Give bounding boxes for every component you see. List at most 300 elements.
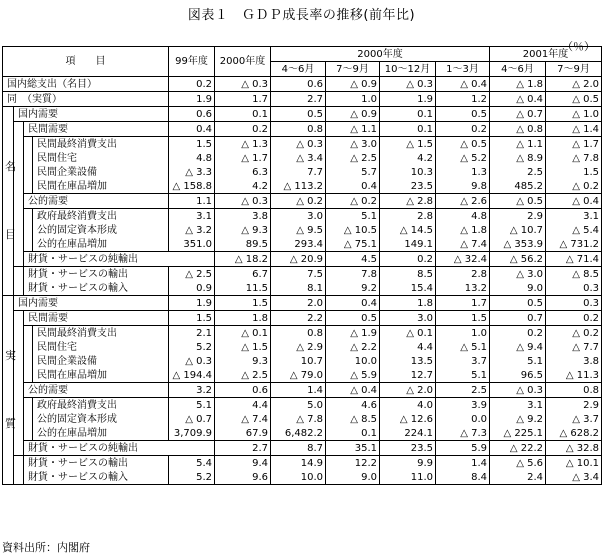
indent-spacer — [14, 122, 24, 267]
value-cell: 6.3 — [215, 165, 271, 179]
value-cell: 12.7 — [380, 368, 436, 383]
row-label: 民間住宅 — [33, 151, 169, 165]
value-cell: 5.2 — [169, 470, 215, 485]
value-cell: 0.2 — [169, 77, 215, 92]
value-cell: △ 0.9 — [326, 107, 380, 122]
value-cell: 4.2 — [380, 151, 436, 165]
value-cell: 5.4 — [169, 456, 215, 471]
header-quarter: 4～6月 — [490, 62, 546, 77]
value-cell: △ 0.2 — [326, 194, 380, 209]
table-row — [3, 470, 602, 485]
value-cell: 2.0 — [271, 296, 326, 311]
value-cell: △ 5.4 — [546, 223, 602, 237]
value-cell: △ 0.3 — [169, 354, 215, 368]
table-row — [3, 194, 602, 209]
table-row — [3, 354, 602, 368]
value-cell: 0.6 — [271, 77, 326, 92]
value-cell: △ 2.9 — [271, 340, 326, 354]
value-cell: 1.9 — [380, 92, 436, 107]
header-quarter: 1～3月 — [436, 62, 490, 77]
value-cell: 3.7 — [436, 354, 490, 368]
value-cell: △ 1.1 — [326, 122, 380, 137]
value-cell: △ 12.6 — [380, 412, 436, 426]
value-cell: △ 1.1 — [490, 137, 546, 152]
value-cell: 1.2 — [436, 92, 490, 107]
value-cell: 4.4 — [380, 340, 436, 354]
value-cell: 1.5 — [169, 311, 215, 326]
value-cell: △ 3.2 — [169, 223, 215, 237]
value-cell: △ 0.1 — [215, 326, 271, 341]
value-cell: 15.4 — [380, 281, 436, 296]
value-cell: 6,482.2 — [271, 426, 326, 441]
value-cell: 0.2 — [490, 326, 546, 341]
value-cell: 0.4 — [326, 296, 380, 311]
value-cell: △ 0.2 — [546, 179, 602, 194]
value-cell: △ 8.5 — [326, 412, 380, 426]
value-cell: 0.4 — [326, 179, 380, 194]
header-quarter: 7～9月 — [546, 62, 602, 77]
indent-spacer — [24, 209, 33, 252]
header-fy2000-quarters: 2000年度 — [271, 47, 490, 62]
value-cell: △ 32.8 — [546, 441, 602, 456]
row-label: 財貨・サービスの純輸出 — [24, 441, 215, 456]
value-cell: △ 3.7 — [546, 412, 602, 426]
indent-spacer — [24, 398, 33, 441]
value-cell: △ 0.5 — [490, 194, 546, 209]
value-cell: △ 1.9 — [326, 326, 380, 341]
header-quarter: 7～9月 — [326, 62, 380, 77]
value-cell: 9.9 — [380, 456, 436, 471]
value-cell: △ 0.4 — [490, 92, 546, 107]
value-cell: 0.3 — [546, 296, 602, 311]
indent-spacer — [24, 326, 33, 383]
table-row — [3, 223, 602, 237]
table-row — [3, 311, 602, 326]
value-cell: 23.5 — [380, 441, 436, 456]
side-label-char: 目 — [5, 228, 16, 241]
row-label: 財貨・サービスの輸入 — [24, 470, 169, 485]
row-label: 財貨・サービスの輸出 — [24, 456, 169, 471]
value-cell: △ 8.5 — [546, 267, 602, 282]
value-cell: △ 731.2 — [546, 237, 602, 252]
value-cell: △ 0.9 — [326, 77, 380, 92]
table-row — [3, 398, 602, 413]
value-cell: 0.8 — [546, 383, 602, 398]
value-cell: △ 1.5 — [215, 340, 271, 354]
value-cell: 9.8 — [436, 179, 490, 194]
indent-spacer — [24, 137, 33, 194]
table-row — [3, 456, 602, 471]
value-cell: 3.1 — [490, 398, 546, 413]
value-cell: △ 56.2 — [490, 252, 546, 267]
value-cell: △ 0.3 — [380, 77, 436, 92]
value-cell: 67.9 — [215, 426, 271, 441]
value-cell: △ 0.5 — [436, 137, 490, 152]
value-cell: 14.9 — [271, 456, 326, 471]
value-cell: △ 3.0 — [326, 137, 380, 152]
value-cell: 9.4 — [215, 456, 271, 471]
value-cell: 0.5 — [326, 311, 380, 326]
gdp-growth-table — [2, 46, 602, 485]
value-cell: △ 5.1 — [436, 340, 490, 354]
value-cell: 4.2 — [215, 179, 271, 194]
value-cell: 7.5 — [271, 267, 326, 282]
indent-spacer — [14, 456, 24, 485]
value-cell: △ 194.4 — [169, 368, 215, 383]
row-label: 公的在庫品増加 — [33, 426, 169, 441]
value-cell: △ 158.8 — [169, 179, 215, 194]
value-cell: △ 0.2 — [271, 194, 326, 209]
value-cell: 10.0 — [271, 470, 326, 485]
value-cell: 1.4 — [271, 383, 326, 398]
table-row — [3, 441, 602, 456]
value-cell: 4.4 — [215, 398, 271, 413]
value-cell: △ 1.8 — [436, 223, 490, 237]
header-fy2001-quarters: 2001年度 — [490, 47, 602, 62]
table-row — [3, 368, 602, 383]
value-cell: 11.5 — [215, 281, 271, 296]
value-cell: 10.0 — [326, 354, 380, 368]
value-cell: △ 9.4 — [490, 340, 546, 354]
value-cell: 0.5 — [271, 107, 326, 122]
side-label-real — [3, 296, 14, 485]
indent-spacer — [14, 311, 24, 456]
value-cell: 1.7 — [215, 92, 271, 107]
value-cell: 9.2 — [326, 281, 380, 296]
value-cell: △ 1.7 — [546, 137, 602, 152]
value-cell: △ 9.2 — [490, 412, 546, 426]
value-cell: 1.8 — [380, 296, 436, 311]
value-cell: 0.5 — [490, 296, 546, 311]
table-row — [3, 326, 602, 341]
value-cell: △ 2.8 — [380, 194, 436, 209]
value-cell: 1.7 — [436, 296, 490, 311]
value-cell: △ 0.7 — [169, 412, 215, 426]
value-cell: △ 7.7 — [546, 340, 602, 354]
value-cell: 5.7 — [326, 165, 380, 179]
value-cell: △ 10.7 — [490, 223, 546, 237]
value-cell: 4.8 — [436, 209, 490, 224]
value-cell: 2.5 — [436, 383, 490, 398]
row-label: 財貨・サービスの輸出 — [24, 267, 169, 282]
value-cell: 0.1 — [215, 107, 271, 122]
value-cell: 0.4 — [169, 122, 215, 137]
value-cell: 2.9 — [546, 398, 602, 413]
value-cell: 2.1 — [169, 326, 215, 341]
value-cell: 8.5 — [380, 267, 436, 282]
table-row — [3, 107, 602, 122]
value-cell: △ 0.4 — [436, 77, 490, 92]
value-cell: 1.0 — [436, 326, 490, 341]
table-row — [3, 151, 602, 165]
value-cell: 3.2 — [169, 383, 215, 398]
row-label: 国内需要 — [14, 107, 169, 122]
value-cell: 8.7 — [271, 441, 326, 456]
value-cell: 2.7 — [271, 92, 326, 107]
table-row — [3, 92, 602, 107]
value-cell: 2.2 — [271, 311, 326, 326]
value-cell: △ 22.2 — [490, 441, 546, 456]
unit-label: （％） — [562, 40, 595, 53]
table-body — [3, 77, 602, 485]
value-cell: 3.9 — [436, 398, 490, 413]
row-label: 同 （実質） — [3, 92, 169, 107]
side-label-char: 名 — [5, 160, 16, 173]
row-label: 民間需要 — [24, 311, 169, 326]
value-cell: 7.8 — [326, 267, 380, 282]
value-cell: 0.3 — [546, 281, 602, 296]
value-cell: 0.5 — [436, 107, 490, 122]
value-cell: △ 3.4 — [271, 151, 326, 165]
value-cell: 1.1 — [169, 194, 215, 209]
value-cell: 293.4 — [271, 237, 326, 252]
value-cell: 0.2 — [380, 252, 436, 267]
value-cell: △ 1.0 — [546, 107, 602, 122]
value-cell: △ 0.4 — [546, 194, 602, 209]
value-cell: 1.5 — [169, 137, 215, 152]
side-label-char: 質 — [5, 417, 16, 430]
value-cell: 5.1 — [436, 368, 490, 383]
row-label: 公的固定資本形成 — [33, 412, 169, 426]
value-cell: 0.8 — [271, 326, 326, 341]
value-cell: 1.0 — [326, 92, 380, 107]
row-label: 国内総支出（名目） — [3, 77, 169, 92]
value-cell: △ 0.1 — [380, 326, 436, 341]
value-cell: △ 0.7 — [490, 107, 546, 122]
value-cell: 149.1 — [380, 237, 436, 252]
value-cell: △ 10.5 — [326, 223, 380, 237]
value-cell: 1.5 — [436, 311, 490, 326]
value-cell: 0.6 — [169, 107, 215, 122]
table-row — [3, 340, 602, 354]
row-label: 財貨・サービスの輸入 — [24, 281, 169, 296]
header-fy99: 99年度 — [169, 47, 215, 77]
value-cell: 96.5 — [490, 368, 546, 383]
header-quarter: 10～12月 — [380, 62, 436, 77]
table-row — [3, 209, 602, 224]
row-label: 民間企業設備 — [33, 165, 169, 179]
value-cell: △ 2.5 — [326, 151, 380, 165]
value-cell: 2.7 — [215, 441, 271, 456]
value-cell: 4.5 — [326, 252, 380, 267]
value-cell: 0.2 — [436, 122, 490, 137]
value-cell: 8.4 — [436, 470, 490, 485]
value-cell: 5.1 — [169, 398, 215, 413]
table-row — [3, 267, 602, 282]
value-cell: △ 353.9 — [490, 237, 546, 252]
value-cell: △ 8.9 — [490, 151, 546, 165]
value-cell: 1.8 — [215, 311, 271, 326]
header-item: 項 目 — [3, 47, 169, 77]
value-cell: 224.1 — [380, 426, 436, 441]
value-cell: △ 0.3 — [215, 77, 271, 92]
value-cell: △ 7.4 — [436, 237, 490, 252]
value-cell: 2.8 — [436, 267, 490, 282]
value-cell: △ 2.5 — [215, 368, 271, 383]
value-cell: △ 0.5 — [546, 92, 602, 107]
value-cell: 0.9 — [169, 281, 215, 296]
value-cell: 0.8 — [271, 122, 326, 137]
value-cell: 0.2 — [215, 122, 271, 137]
row-label: 公的需要 — [24, 383, 169, 398]
value-cell: 7.7 — [271, 165, 326, 179]
header-fy2000: 2000年度 — [215, 47, 271, 77]
value-cell: △ 5.9 — [326, 368, 380, 383]
value-cell: △ 1.4 — [546, 122, 602, 137]
row-label: 民間最終消費支出 — [33, 137, 169, 152]
row-label: 民間住宅 — [33, 340, 169, 354]
figure-title: 図表１ ＧＤＰ成長率の推移(前年比) — [187, 8, 416, 23]
value-cell: 13.2 — [436, 281, 490, 296]
value-cell: △ 79.0 — [271, 368, 326, 383]
value-cell: △ 2.0 — [546, 77, 602, 92]
row-label: 民間在庫品増加 — [33, 368, 169, 383]
value-cell: △ 7.8 — [271, 412, 326, 426]
value-cell: 3.8 — [215, 209, 271, 224]
value-cell: △ 10.1 — [546, 456, 602, 471]
value-cell: △ 0.3 — [490, 383, 546, 398]
row-label: 国内需要 — [14, 296, 169, 311]
table-row — [3, 122, 602, 137]
table-row — [3, 179, 602, 194]
value-cell: △ 113.2 — [271, 179, 326, 194]
value-cell: 4.8 — [169, 151, 215, 165]
table-row — [3, 165, 602, 179]
value-cell: △ 18.2 — [215, 252, 271, 267]
value-cell: 5.1 — [490, 354, 546, 368]
value-cell: △ 7.3 — [436, 426, 490, 441]
value-cell: △ 628.2 — [546, 426, 602, 441]
value-cell: 3,709.9 — [169, 426, 215, 441]
value-cell: 23.5 — [380, 179, 436, 194]
value-cell: △ 5.6 — [490, 456, 546, 471]
value-cell: 1.5 — [215, 296, 271, 311]
value-cell: △ 1.8 — [490, 77, 546, 92]
value-cell: 2.9 — [490, 209, 546, 224]
value-cell: △ 9.3 — [215, 223, 271, 237]
value-cell: 6.7 — [215, 267, 271, 282]
value-cell: 10.7 — [271, 354, 326, 368]
value-cell: △ 2.2 — [326, 340, 380, 354]
table-row — [3, 426, 602, 441]
value-cell: 5.2 — [169, 340, 215, 354]
value-cell: △ 0.2 — [546, 326, 602, 341]
value-cell: △ 14.5 — [380, 223, 436, 237]
value-cell: 0.2 — [546, 311, 602, 326]
value-cell: 5.1 — [326, 209, 380, 224]
value-cell: 1.4 — [436, 456, 490, 471]
row-label: 民間最終消費支出 — [33, 326, 169, 341]
value-cell: 9.0 — [490, 281, 546, 296]
table-row — [3, 77, 602, 92]
value-cell: △ 7.8 — [546, 151, 602, 165]
value-cell: 485.2 — [490, 179, 546, 194]
value-cell: 1.3 — [436, 165, 490, 179]
value-cell: △ 225.1 — [490, 426, 546, 441]
value-cell: △ 2.0 — [380, 383, 436, 398]
indent-spacer — [14, 267, 24, 296]
value-cell: 0.7 — [490, 311, 546, 326]
value-cell: 1.9 — [169, 296, 215, 311]
value-cell: 2.5 — [490, 165, 546, 179]
row-label: 財貨・サービスの純輸出 — [24, 252, 215, 267]
side-label-nominal — [3, 107, 14, 296]
row-label: 民間需要 — [24, 122, 169, 137]
value-cell: △ 7.4 — [215, 412, 271, 426]
value-cell: △ 0.4 — [326, 383, 380, 398]
value-cell: 12.2 — [326, 456, 380, 471]
table-row — [3, 296, 602, 311]
value-cell: 9.6 — [215, 470, 271, 485]
value-cell: 3.0 — [380, 311, 436, 326]
table-row — [3, 412, 602, 426]
value-cell: △ 1.3 — [215, 137, 271, 152]
row-label: 公的在庫品増加 — [33, 237, 169, 252]
value-cell: 9.0 — [326, 470, 380, 485]
row-label: 公的固定資本形成 — [33, 223, 169, 237]
value-cell: △ 2.6 — [436, 194, 490, 209]
value-cell: 4.6 — [326, 398, 380, 413]
value-cell: △ 0.3 — [215, 194, 271, 209]
row-label: 民間在庫品増加 — [33, 179, 169, 194]
value-cell: △ 3.3 — [169, 165, 215, 179]
value-cell: 3.0 — [271, 209, 326, 224]
row-label: 政府最終消費支出 — [33, 398, 169, 413]
value-cell: △ 11.3 — [546, 368, 602, 383]
row-label: 民間企業設備 — [33, 354, 169, 368]
table-row — [3, 383, 602, 398]
table-row — [3, 252, 602, 267]
value-cell: △ 1.7 — [215, 151, 271, 165]
source-note: 資料出所：内閣府 — [2, 541, 90, 554]
value-cell: 11.0 — [380, 470, 436, 485]
value-cell: △ 5.2 — [436, 151, 490, 165]
value-cell: △ 2.5 — [169, 267, 215, 282]
value-cell: △ 71.4 — [546, 252, 602, 267]
value-cell: 9.3 — [215, 354, 271, 368]
value-cell: 5.9 — [436, 441, 490, 456]
value-cell: △ 9.5 — [271, 223, 326, 237]
value-cell: △ 0.3 — [271, 137, 326, 152]
value-cell: △ 0.8 — [490, 122, 546, 137]
table-row — [3, 281, 602, 296]
value-cell: 0.1 — [380, 107, 436, 122]
value-cell: 1.9 — [169, 92, 215, 107]
row-label: 政府最終消費支出 — [33, 209, 169, 224]
value-cell: 4.0 — [380, 398, 436, 413]
side-label-char: 実 — [5, 349, 16, 362]
value-cell: 10.3 — [380, 165, 436, 179]
value-cell: 351.0 — [169, 237, 215, 252]
value-cell: 2.4 — [490, 470, 546, 485]
value-cell: 3.1 — [169, 209, 215, 224]
value-cell: 2.8 — [380, 209, 436, 224]
value-cell: 0.1 — [326, 426, 380, 441]
row-label: 公的需要 — [24, 194, 169, 209]
value-cell: △ 20.9 — [271, 252, 326, 267]
value-cell: △ 75.1 — [326, 237, 380, 252]
value-cell: △ 32.4 — [436, 252, 490, 267]
value-cell: 89.5 — [215, 237, 271, 252]
value-cell: 3.1 — [546, 209, 602, 224]
value-cell: △ 1.5 — [380, 137, 436, 152]
value-cell: 13.5 — [380, 354, 436, 368]
value-cell: 0.1 — [380, 122, 436, 137]
value-cell: 35.1 — [326, 441, 380, 456]
table-row — [3, 237, 602, 252]
value-cell: 0.6 — [215, 383, 271, 398]
header-quarter: 4～6月 — [271, 62, 326, 77]
